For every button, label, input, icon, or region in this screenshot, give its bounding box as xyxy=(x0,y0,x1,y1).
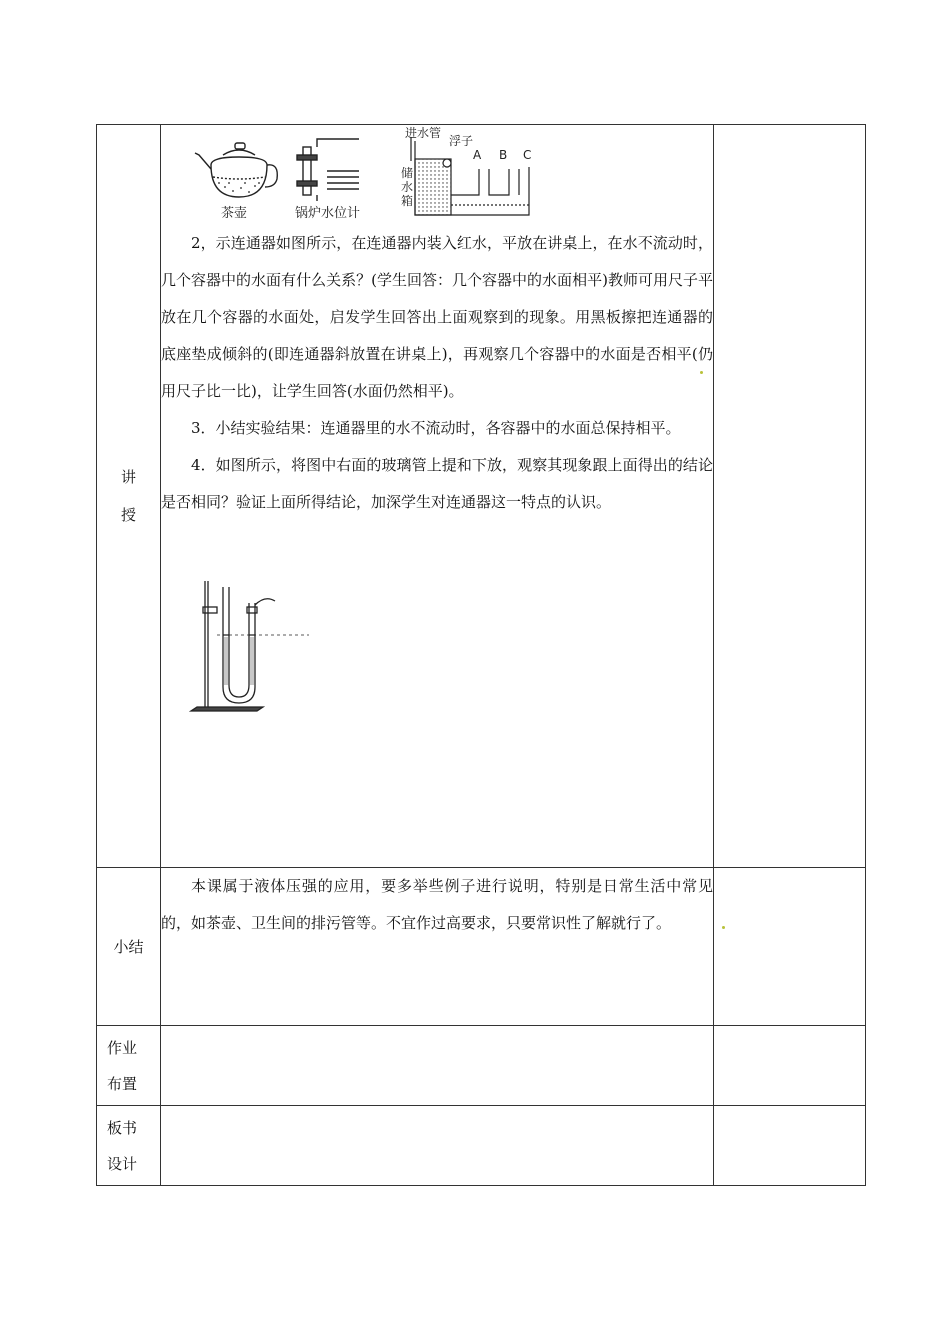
boiler-caption: 锅炉水位计 xyxy=(295,206,361,221)
homework-row xyxy=(97,1026,866,1106)
tank-label-2: 水 xyxy=(401,180,414,194)
tank-label-3: 箱 xyxy=(401,194,414,208)
summary-row xyxy=(97,868,866,1026)
homework-notes-cell xyxy=(714,1026,866,1106)
water-tank-figure xyxy=(411,137,532,215)
lecture-content xyxy=(161,125,714,868)
board-label-line-1: 板书 xyxy=(107,1119,138,1137)
vessel-b-label: B xyxy=(499,148,508,162)
board-row xyxy=(97,1106,866,1186)
summary-content xyxy=(161,868,714,1026)
vessel-c-label: C xyxy=(523,148,532,162)
inlet-pipe-label: 进水管 xyxy=(405,126,442,140)
board-label-line-2: 设计 xyxy=(107,1155,138,1173)
summary-label-cell xyxy=(97,868,161,1026)
lecture-paragraph-3: 3．小结实验结果：连通器里的水不流动时，各容器中的水面总保持相平。 xyxy=(191,419,681,437)
lecture-row xyxy=(97,125,866,868)
homework-label-cell xyxy=(97,1026,161,1106)
vessel-a-label: A xyxy=(473,148,482,162)
summary-notes-cell xyxy=(714,868,866,1026)
summary-text: 本课属于液体压强的应用，要多举些例子进行说明，特别是日常生活中常见的，如茶壶、卫生间的排污管等。不宜作过高要求，只要常识性了解就行了。 xyxy=(161,877,713,932)
float-label: 浮子 xyxy=(449,134,474,148)
board-notes-cell xyxy=(714,1106,866,1186)
mark-dot-2 xyxy=(722,926,725,929)
lecture-label-char-1: 讲 xyxy=(120,468,136,486)
lesson-plan-table xyxy=(96,124,866,1186)
board-content xyxy=(161,1106,714,1186)
homework-content xyxy=(161,1026,714,1106)
boiler-gauge-figure xyxy=(297,139,359,201)
homework-label-line-1: 作业 xyxy=(107,1039,138,1057)
board-label-cell xyxy=(97,1106,161,1186)
lecture-notes-cell xyxy=(714,125,866,868)
lecture-paragraph-2: 2，示连通器如图所示，在连通器内装入红水，平放在讲桌上，在水不流动时，几个容器中的水面有什么关系？(学生回答：几个容器中的水面相平)教师可用尺子平放在几个容器的水面处，启发学生回答出上面观察到的现象。用黑板擦把连通器的底座垫成倾斜的(即连通器斜放置在讲桌上)，再观察几个容器中的水面是否相平(仍用尺子比一比)，让学生回答(水面仍然相平)。 xyxy=(161,234,713,400)
lecture-paragraph-4: 4．如图所示，将图中右面的玻璃管上提和下放，观察其现象跟上面得出的结论是否相同？验证上面所得结论，加深学生对连通器这一特点的认识。 xyxy=(161,456,713,511)
examples-figure xyxy=(189,125,589,225)
teapot-caption: 茶壶 xyxy=(221,206,248,221)
mark-dot xyxy=(700,371,703,374)
summary-label: 小结 xyxy=(113,937,144,956)
lecture-label-char-2: 授 xyxy=(120,506,136,524)
tank-label-1: 储 xyxy=(401,166,414,180)
u-tube-figure xyxy=(161,521,713,731)
lecture-label-cell xyxy=(97,125,161,868)
homework-label-line-2: 布置 xyxy=(107,1075,138,1093)
teapot-figure xyxy=(195,143,277,197)
connected-vessels-figures xyxy=(161,125,713,225)
